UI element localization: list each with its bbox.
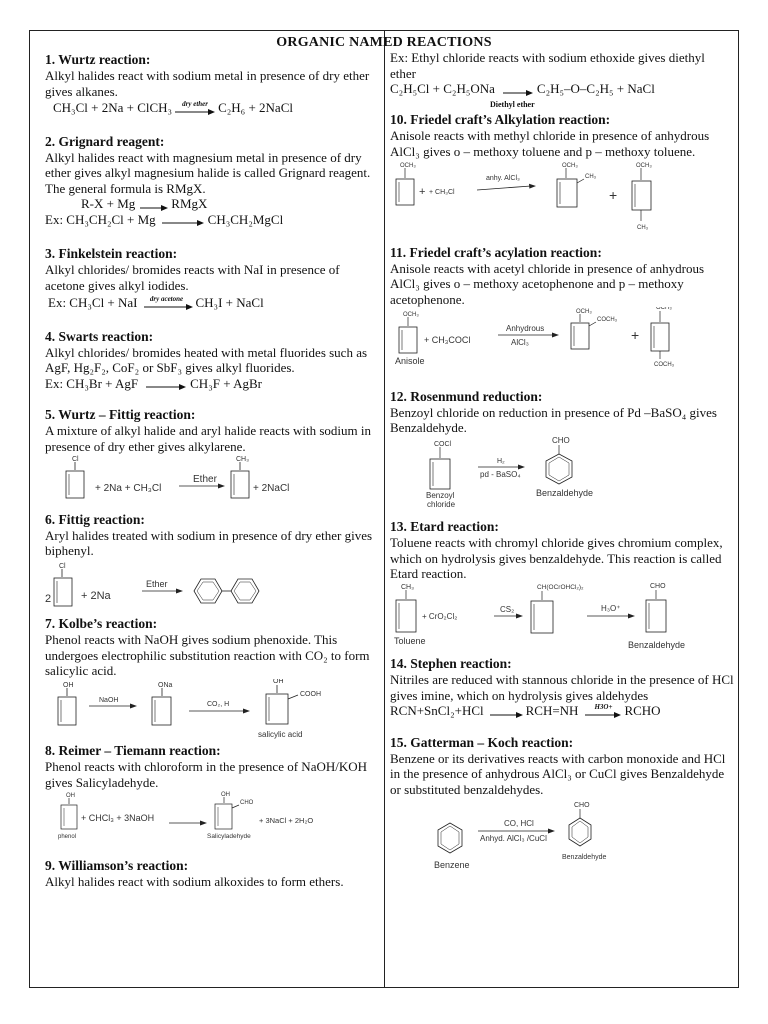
page-title: ORGANIC NAMED REACTIONS (276, 35, 492, 50)
toluene-structure (231, 456, 249, 498)
body-gatterman-koch: Benzene or its derivatives reacts with carbon monoxide and HCl in the presence of anhydrous AlCl₃ or CuCl gives Benzaldehyde or substituted benzaldehydes. (390, 750, 726, 797)
phenol-structure (58, 682, 76, 725)
benzene-structure (434, 823, 470, 870)
section-fc-alkylation (390, 112, 734, 245)
anisole-structure (396, 163, 416, 205)
equation-stephen (390, 703, 734, 719)
reaction-arrow (174, 99, 216, 116)
arrow-condition: Ether (193, 474, 217, 485)
equation-williamson (390, 81, 734, 97)
eq-left: Ex: CH₃Br + AgF (45, 375, 139, 391)
section-swarts (45, 329, 379, 392)
svg-text:Benzaldehyde: Benzaldehyde (562, 854, 607, 861)
section-fc-acylation (390, 245, 734, 387)
eq-left: R-X + Mg (81, 196, 136, 211)
reaction-arrow (584, 702, 622, 719)
section-williamson (45, 858, 379, 890)
p-methoxyacetophenone-structure (651, 307, 675, 368)
benzaldehyde-structure (536, 436, 593, 498)
arrow-condition: CS₂ (500, 604, 515, 614)
body-fittig: Aryl halides treated with sodium in presence of dry ether gives biphenyl. (45, 527, 373, 558)
heading-williamson: 9. Williamson’s reaction: (45, 857, 189, 873)
svg-text:CHO: CHO (574, 802, 590, 809)
reagents: + CrO₂Cl₂ (422, 611, 458, 621)
arrow-condition: NaOH (99, 696, 119, 704)
arrow-condition: Ether (146, 578, 168, 589)
body-reimer-tiemann: Phenol reacts with chloroform in the presence of NaOH/KOH gives Salicyladehyde. (45, 759, 368, 790)
product-note: Diethyl ether (490, 99, 535, 109)
arrow-condition: H₂ (497, 457, 505, 465)
salicylic-acid-structure (258, 679, 321, 739)
equation-swarts (45, 376, 379, 392)
svg-text:CH₃: CH₃ (401, 583, 414, 591)
section-etard (390, 519, 734, 657)
body-rosenmund: Benzoyl chloride on reduction in presence of Pd –BaSO₄ gives Benzaldehyde. (390, 404, 717, 435)
plus: + (419, 186, 426, 198)
svg-text:Benzaldehyde: Benzaldehyde (628, 639, 686, 650)
left-column (45, 52, 379, 889)
sodium-phenoxide-structure (152, 682, 173, 725)
svg-text:COCH₃: COCH₃ (654, 362, 675, 368)
svg-text:CH(OCrOHCl₂)₂: CH(OCrOHCl₂)₂ (537, 583, 584, 591)
reaction-arrow (137, 202, 169, 212)
scheme-fc-alkylation (390, 159, 734, 241)
eq-right: RCHO (624, 703, 661, 718)
heading-grignard: 2. Grignard reagent: (45, 133, 165, 149)
section-wurtz-fittig (45, 407, 379, 514)
scheme-gatterman-koch (390, 797, 734, 877)
benzaldehyde-structure (628, 583, 685, 650)
eq-left: RCN+SnCl₂+HCl (390, 703, 484, 718)
section-williamson-continued (390, 50, 734, 112)
eq-left: CH₃Cl + 2Na + ClCH₃ (53, 100, 173, 115)
body-williamson: Alkyl halides react with sodium alkoxides to form ethers. (45, 873, 344, 889)
chlorobenzene-structure (54, 563, 72, 606)
reaction-arrow (497, 87, 535, 97)
o-methoxytoluene-structure (557, 163, 597, 207)
body-stephen: Nitriles are reduced with stannous chloride in the presence of HCl gives imine, which on hydrolysis gives aldehydes (390, 672, 734, 703)
column-divider (384, 30, 385, 988)
scheme-wurtz-fittig (45, 454, 375, 510)
heading-swarts: 4. Swarts reaction: (45, 328, 154, 344)
heading-wurtz-fittig: 5. Wurtz – Fittig reaction: (45, 407, 196, 422)
equation-finkelstein (48, 295, 379, 311)
svg-text:ONa: ONa (158, 681, 173, 689)
chromium-complex-structure (531, 584, 584, 633)
equation-grignard-general (81, 196, 379, 212)
svg-text:COCl: COCl (434, 440, 452, 448)
reaction-arrow (486, 709, 524, 719)
phenol-structure (58, 793, 77, 840)
svg-text:OCH₃: OCH₃ (400, 163, 416, 169)
arrow-condition: dry ether (182, 99, 208, 108)
toluene-structure (394, 584, 426, 646)
eq-right: CH₃CH₂MgCl (207, 211, 284, 227)
scheme-reimer-tiemann (45, 790, 375, 850)
eq-right: C₂H₆ + 2NaCl (218, 100, 293, 115)
section-finkelstein (45, 246, 379, 311)
reaction-arrow (140, 294, 194, 311)
svg-text:Salicyladehyde: Salicyladehyde (207, 833, 251, 840)
eq-left: C₂H₅Cl + C₂H₅ONa (390, 81, 495, 96)
heading-wurtz: 1. Wurtz reaction: (45, 52, 151, 67)
equation-wurtz (53, 100, 379, 116)
p-methoxytoluene-structure (632, 163, 652, 231)
section-wurtz (45, 52, 379, 116)
svg-text:salicylic acid: salicylic acid (258, 729, 303, 739)
byproducts: + 3NaCl + 2H₂O (259, 816, 314, 825)
reaction-arrow (158, 217, 206, 227)
arrow-condition: CO₂, H (207, 700, 230, 708)
plus: + (609, 187, 618, 203)
plus: + (631, 327, 640, 343)
eq-left: Ex: CH₃Cl + NaI (48, 295, 138, 310)
eq-right: CH₃F + AgBr (190, 375, 262, 391)
svg-text:Cl: Cl (59, 562, 66, 570)
reagents: + 2Na + CH₃Cl (95, 483, 162, 494)
svg-text:OH: OH (273, 678, 284, 685)
arrow-condition: anhy. AlCl₃ (486, 175, 520, 182)
section-fittig (45, 512, 379, 621)
svg-text:CH₃: CH₃ (637, 225, 649, 231)
section-reimer-tiemann (45, 743, 379, 854)
svg-text:OCH₃: OCH₃ (403, 312, 419, 318)
svg-text:Benzene: Benzene (434, 860, 470, 870)
svg-text:OH: OH (63, 681, 74, 689)
svg-text:Benzoyl: Benzoyl (426, 490, 455, 500)
arrow-condition: dry acetone (149, 294, 184, 303)
svg-text:OH: OH (66, 793, 75, 799)
svg-text:Cl: Cl (72, 456, 79, 463)
heading-rosenmund: 12. Rosenmund reduction: (390, 388, 543, 404)
right-column (390, 50, 734, 881)
eq-intermediate: RCH=NH (525, 703, 579, 718)
equation-grignard-example (45, 212, 379, 228)
scheme-rosenmund (390, 436, 734, 516)
scheme-kolbe (45, 679, 375, 743)
heading-fc-acylation: 11. Friedel craft’s acylation reaction: (390, 244, 602, 260)
arrow-condition: CO, HCl (504, 819, 534, 828)
reaction-arrow (140, 381, 188, 391)
benzoyl-chloride-structure (426, 441, 456, 509)
svg-text:OCH₃: OCH₃ (576, 309, 592, 315)
svg-text:Benzaldehyde: Benzaldehyde (536, 487, 594, 498)
heading-finkelstein: 3. Finkelstein reaction: (45, 246, 178, 261)
arrow-condition: Anhyd. AlCl₃ /CuCl (480, 834, 547, 843)
heading-gatterman-koch: 15. Gatterman – Koch reaction: (390, 734, 574, 750)
section-kolbe (45, 616, 379, 746)
body-wurtz-fittig: A mixture of alkyl halide and aryl halide reacts with sodium in presence of dry ether gives alkylarene. (45, 423, 372, 454)
heading-stephen: 14. Stephen reaction: (390, 656, 512, 671)
svg-text:CH₃: CH₃ (585, 174, 597, 180)
byproduct: + 2NaCl (253, 483, 290, 494)
svg-text:chloride: chloride (427, 499, 456, 509)
arrow-condition: Anhydrous (506, 324, 545, 333)
anisole-structure (395, 312, 425, 366)
svg-text:phenol: phenol (58, 834, 77, 840)
reagents: + 2Na (81, 589, 111, 602)
body-williamson-example: Ex: Ethyl chloride reacts with sodium ethoxide gives diethyl ether (390, 50, 705, 81)
svg-text:Anisole: Anisole (395, 356, 425, 366)
biphenyl-structure (194, 579, 259, 603)
reagents: + CHCl₃ + 3NaOH (81, 813, 155, 823)
svg-text:CHO: CHO (552, 435, 570, 445)
section-stephen (390, 656, 734, 719)
body-fc-alkylation: Anisole reacts with methyl chloride in presence of anhydrous AlCl₃ gives o – methoxy toluene and p – methoxy toluene. (390, 128, 710, 159)
section-rosenmund (390, 389, 734, 520)
arrow-condition: H3O+ (594, 702, 613, 711)
heading-fc-alkylation: 10. Friedel craft’s Alkylation reaction: (390, 112, 611, 127)
reagents: + CH₃COCl (424, 335, 471, 345)
coefficient: 2 (45, 592, 52, 605)
salicylaldehyde-structure (207, 792, 254, 840)
body-wurtz: Alkyl halides react with sodium metal in presence of dry ether gives alkanes. (45, 68, 370, 99)
svg-text:OCH₃: OCH₃ (656, 307, 672, 311)
svg-text:OCH₃: OCH₃ (636, 163, 652, 169)
body-kolbe: Phenol reacts with NaOH gives sodium phenoxide. This undergoes electrophilic substitution reaction with CO₂ to form salicylic acid. (45, 632, 370, 678)
svg-text:OH: OH (221, 792, 230, 798)
benzaldehyde-structure (562, 802, 606, 861)
chlorobenzene-structure (66, 456, 84, 498)
heading-fittig: 6. Fittig reaction: (45, 511, 145, 527)
svg-text:Toluene: Toluene (394, 635, 426, 646)
body-grignard: Alkyl halides react with magnesium metal in presence of dry ether gives alkyl magnesium halide is called Grignard reagent. The general formula is RMgX. (45, 149, 371, 196)
svg-text:CHO: CHO (240, 800, 254, 806)
scheme-fittig (45, 559, 375, 617)
body-etard: Toluene reacts with chromyl chloride gives chromium complex, which on hydrolysis gives benzaldehyde. This reaction is called Etard reaction. (390, 535, 723, 581)
svg-text:CH₃: CH₃ (236, 456, 249, 463)
eq-right: C₂H₅–O–C₂H₅ + NaCl (536, 81, 655, 96)
svg-text:COOH: COOH (300, 690, 321, 698)
scheme-fc-acylation (390, 307, 734, 383)
scheme-etard (390, 582, 734, 654)
section-gatterman-koch (390, 735, 734, 881)
arrow-condition: pd - BaSO₄ (480, 469, 521, 479)
body-swarts: Alkyl chlorides/ bromides heated with metal fluorides such as AgF, Hg₂F₂, CoF₂ or SbF₃ gives alkyl fluorides. (45, 344, 368, 375)
svg-text:COCH₃: COCH₃ (597, 317, 618, 323)
arrow-condition: H₃O⁺ (601, 603, 621, 613)
o-methoxyacetophenone-structure (571, 309, 618, 349)
heading-kolbe: 7. Kolbe’s reaction: (45, 616, 158, 631)
heading-reimer-tiemann: 8. Reimer – Tiemann reaction: (45, 743, 221, 758)
heading-etard: 13. Etard reaction: (390, 519, 499, 534)
svg-text:OCH₃: OCH₃ (562, 163, 578, 169)
eq-right: CH₃I + NaCl (195, 295, 264, 310)
reaction-arrow (477, 186, 531, 190)
body-finkelstein: Alkyl chlorides/ bromides reacts with NaI in presence of acetone gives alkyl iodides. (45, 262, 340, 293)
reagents: + CH₃Cl (429, 189, 455, 196)
eq-right: RMgX (171, 196, 208, 211)
body-fc-acylation: Anisole reacts with acetyl chloride in presence of anhydrous AlCl₃ gives o – methoxy acetophenone and p – methoxy acetophenone. (390, 260, 705, 307)
eq-left: Ex: CH₃CH₂Cl + Mg (45, 211, 156, 227)
section-grignard (45, 134, 379, 228)
svg-text:CHO: CHO (650, 582, 666, 590)
arrow-condition: AlCl₃ (511, 338, 529, 347)
